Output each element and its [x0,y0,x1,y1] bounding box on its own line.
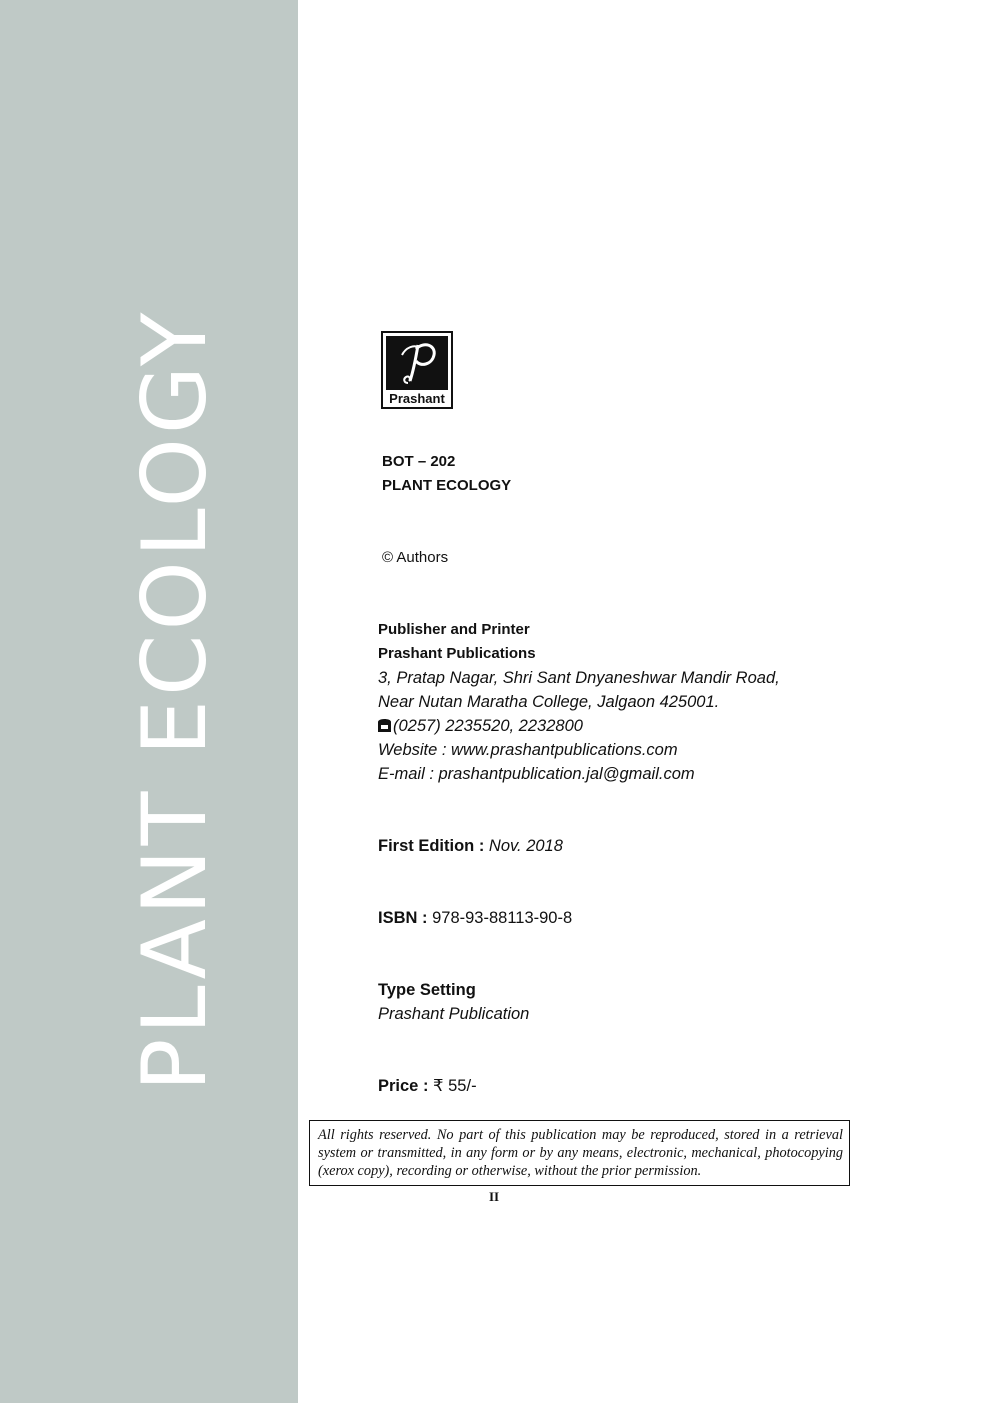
isbn-label: ISBN : [378,909,428,927]
logo-wordmark: Prashant [389,391,445,406]
price-label: Price : [378,1077,429,1095]
book-code: BOT – 202 [382,453,456,470]
website-line: Website : www.prashantpublications.com [378,741,678,759]
price-line [378,1074,477,1098]
address-line-1: 3, Pratap Nagar, Shri Sant Dnyaneshwar Mandir Road, [378,669,780,687]
edition-line [378,834,563,858]
edition-label: First Edition : [378,837,485,855]
page-number: II [489,1189,500,1204]
isbn-line [378,906,572,930]
address-line-2: Near Nutan Maratha College, Jalgaon 425001. [378,693,720,711]
logo-p-mark-icon [386,336,448,390]
rights-notice-box: All rights reserved. No part of this publication may be reproduced, stored in a retrieval system or transmitted, in any form or by any means, electronic, mechanical, photocopying (xerox copy), recording or otherwise, without the prior permission. [309,1120,850,1186]
typesetting-label: Type Setting [378,981,476,999]
spine-title: PLANT ECOLOGY [123,308,226,1092]
book-title: PLANT ECOLOGY [382,477,512,494]
edition-value: Nov. 2018 [488,837,563,855]
publisher-logo [381,331,453,409]
telephone-icon [378,718,391,732]
isbn-value: 978-93-88113-90-8 [432,909,573,927]
phone-line [378,714,583,738]
phone-numbers: (0257) 2235520, 2232800 [393,717,583,735]
price-value: ₹ 55/- [433,1077,477,1095]
email-line: E-mail : prashantpublication.jal@gmail.com [378,765,695,783]
publisher-heading: Publisher and Printer [378,621,530,638]
typesetting-value: Prashant Publication [378,1005,530,1023]
publisher-name: Prashant Publications [378,645,536,662]
copyright-line: © Authors [382,549,449,566]
